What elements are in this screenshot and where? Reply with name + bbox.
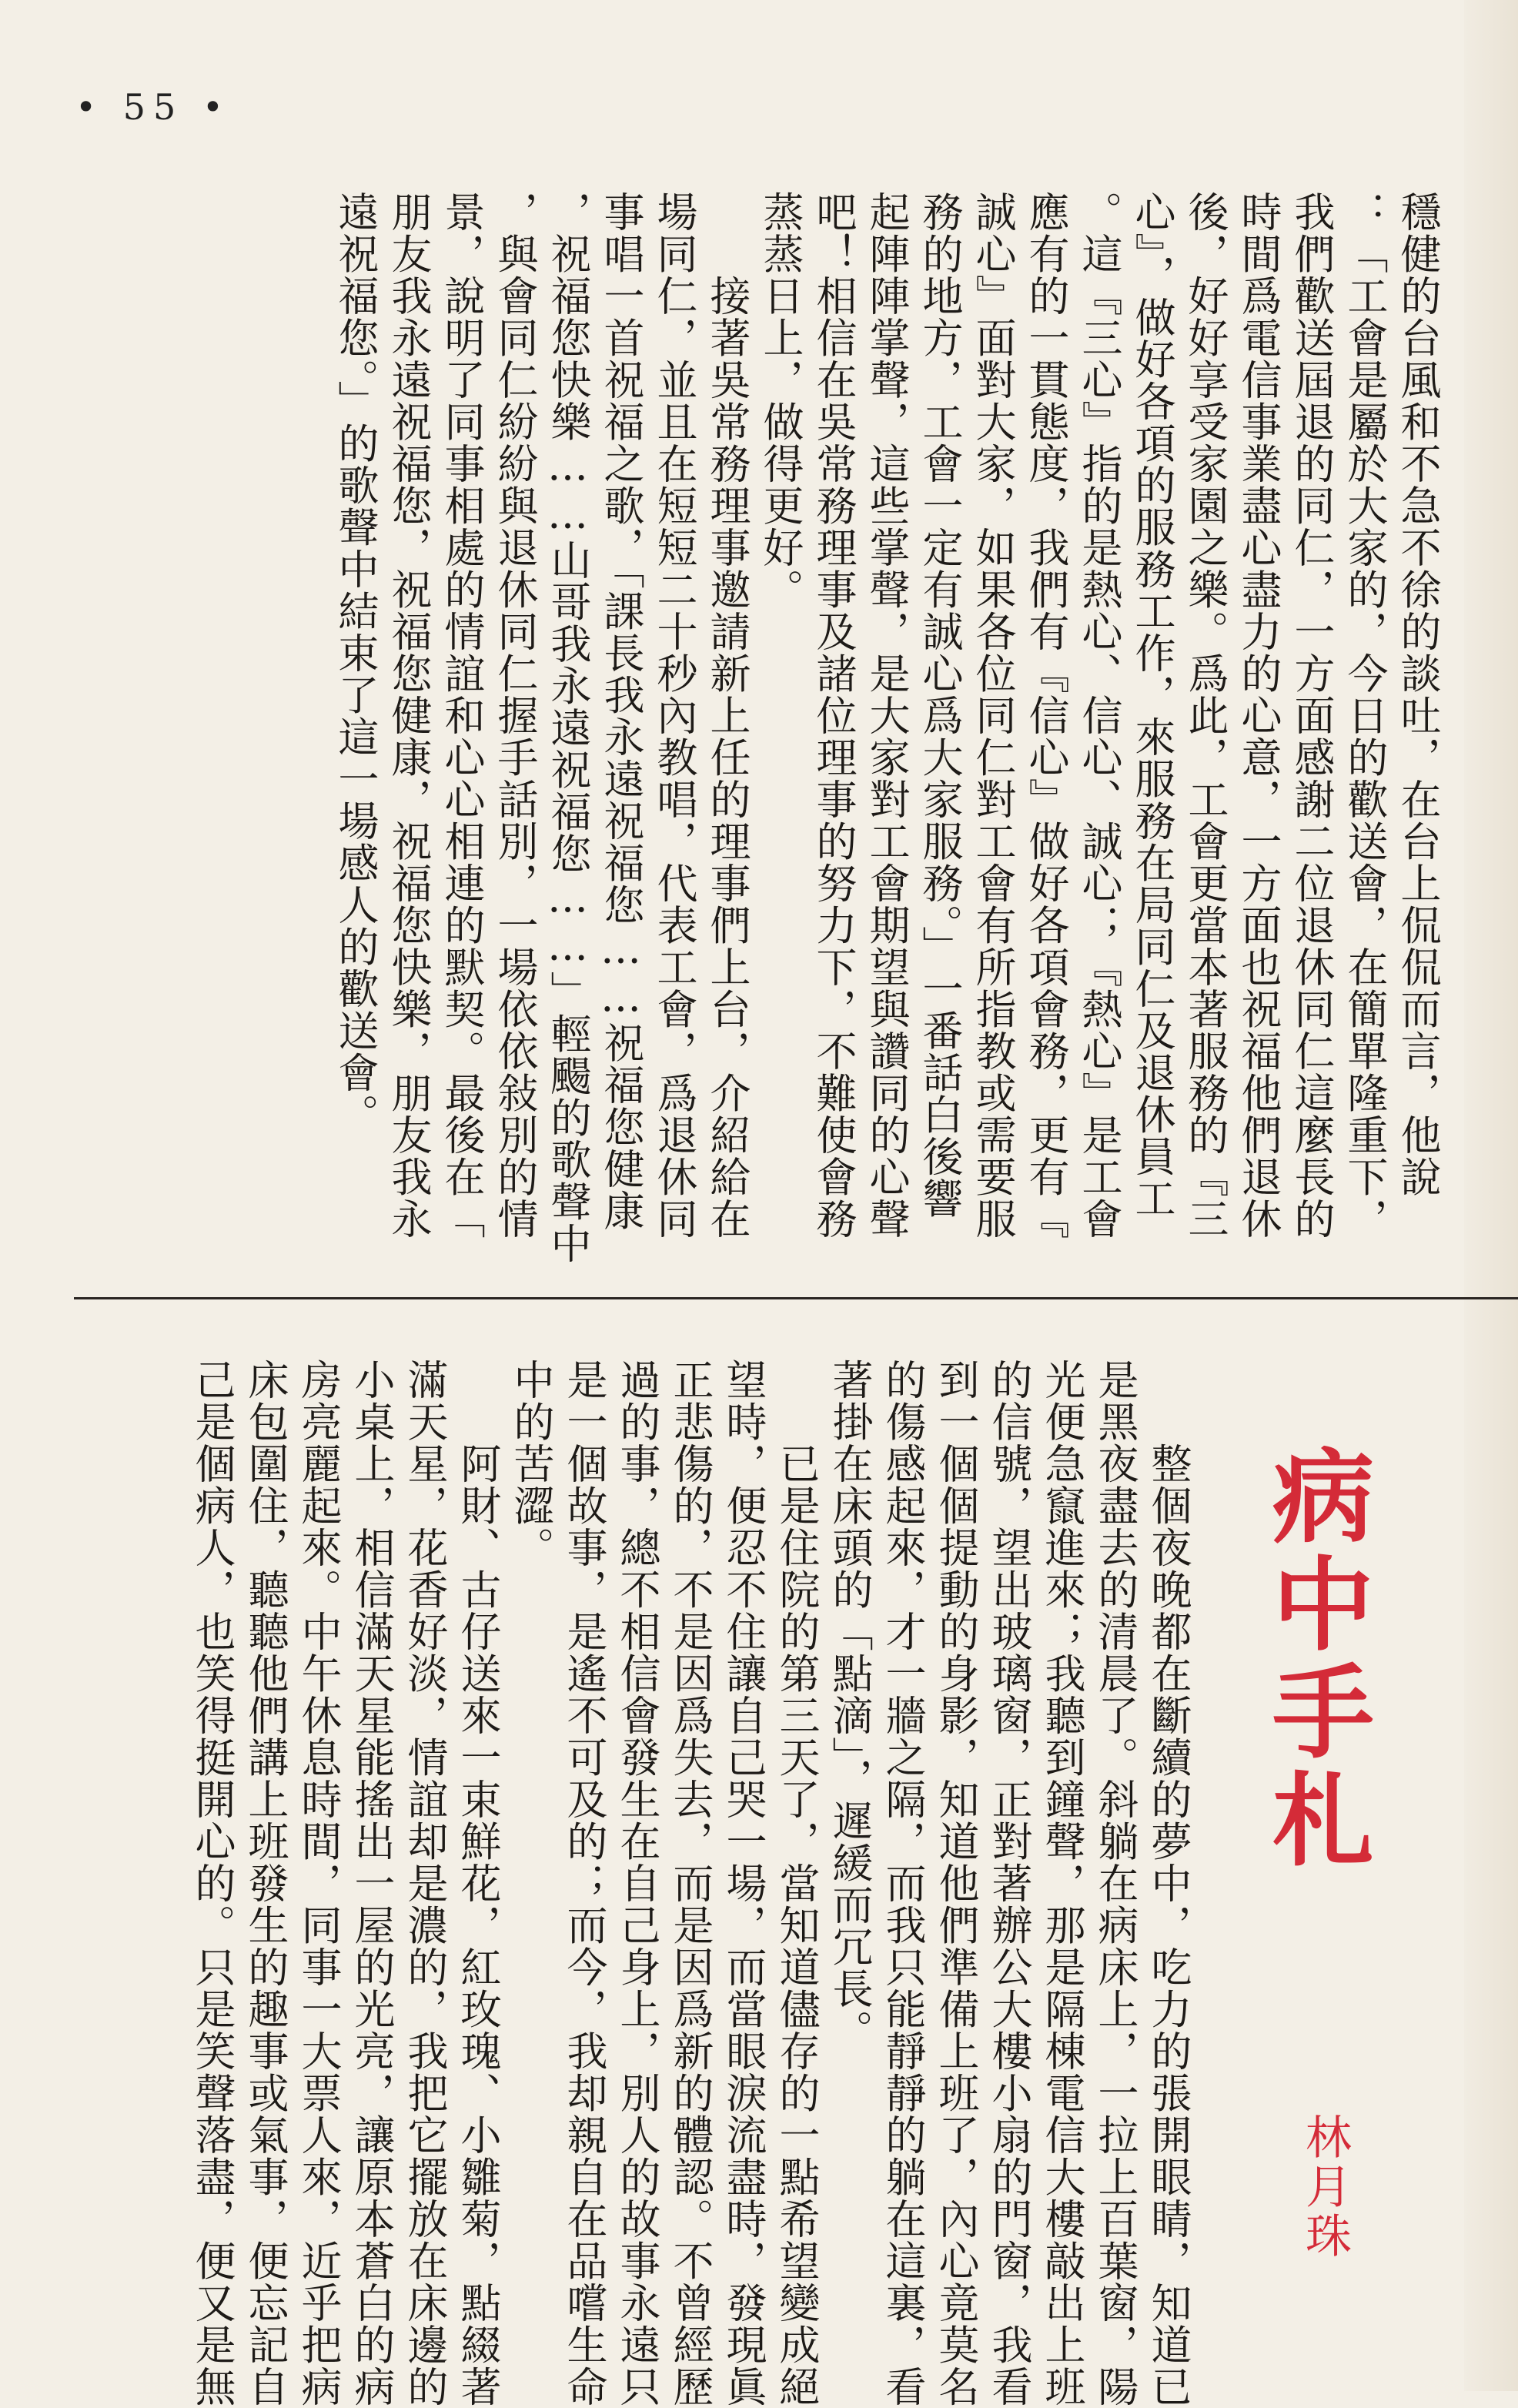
upper_article-line: 。這『三心』指的是熱心、信心、誠心；『熱心』是工會 [1075, 191, 1122, 1240]
section-divider [74, 1297, 1518, 1299]
lower_article-line: 中的苦澀。 [507, 1359, 554, 1569]
article-author: 林月珠 [1298, 2113, 1352, 2261]
lower_article-line: 著掛在床頭的「點滴」，遲緩而冗長。 [826, 1359, 873, 2052]
upper_article-line: 接著吳常務理事邀請新上任的理事們上台，介紹給在 [704, 191, 751, 1240]
lower_article-line: 整個夜晚都在斷續的夢中，吃力的張開眼睛，知道已 [1145, 1359, 1192, 2408]
upper_article-line: 我們歡送屆退的同仁，一方面感謝二位退休同仁這麼長的 [1288, 191, 1335, 1240]
lower_article-line: 阿財、古仔送來一束鮮花，紅玫瑰、小雛菊，點綴著 [454, 1359, 501, 2408]
upper_article-line: ：「工會是屬於大家的，今日的歡送會，在簡單隆重下， [1341, 191, 1388, 1240]
lower_article-line: 小桌上，相信滿天星能搖出一屋的光亮，讓原本蒼白的病 [348, 1359, 395, 2408]
upper_article-line: 誠心』面對大家，如果各位同仁對工會有所指教或需要服 [969, 191, 1016, 1240]
lower_article-line: 是一個故事，是遙不可及的；而今，我却親自在品嚐生命 [560, 1359, 607, 2408]
upper_article-line: 場同仁，並且在短短二十秒內教唱，代表工會，爲退休同 [650, 191, 697, 1240]
upper_article-line: 事唱一首祝福之歌，「課長我永遠祝福您……祝福您健康 [597, 191, 644, 1232]
lower_article-line: 望時，便忍不住讓自己哭一場，而當眼淚流盡時，發現眞 [720, 1359, 767, 2408]
lower_article-line: 是黑夜盡去的清晨了。斜躺在病床上，一拉上百葉窗，陽 [1092, 1359, 1138, 2408]
upper_article-line: 應有的一貫態度，我們有『信心』做好各項會務，更有『 [1022, 191, 1069, 1240]
lower_article-line: 過的事，總不相信會發生在自己身上，別人的故事永遠只 [614, 1359, 660, 2408]
lower_article-line: 到一個個提動的身影，知道他們準備上班了，內心竟莫名 [932, 1359, 979, 2408]
lower-article-text [186, 1359, 1195, 2408]
page-edge [1464, 0, 1518, 2391]
upper_article-line: 後，好好享受家園之樂。爲此，工會更當本著服務的『三 [1182, 191, 1229, 1240]
lower_article-line: 的傷感起來，才一牆之隔，而我只能靜靜的躺在這裏，看 [879, 1359, 926, 2408]
upper_article-line: ，與會同仁紛紛與退休同仁握手話別，一場依依敍別的情 [491, 191, 538, 1240]
upper-article-text [329, 191, 1444, 1284]
upper_article-line: 時間爲電信事業盡心盡力的心意，一方面也祝福他們退休 [1235, 191, 1282, 1240]
lower_article-line: 正悲傷的，不是因爲失去，而是因爲新的體認。不曾經歷 [667, 1359, 714, 2408]
upper_article-line: 遠祝福您。」的歌聲中結束了這一場感人的歡送會。 [332, 191, 379, 1135]
lower_article-line: 床包圍住，聽聽他們講上班發生的趣事或氣事，便忘記自 [242, 1359, 289, 2408]
lower_article-line: 己是個病人，也笑得挺開心的。只是笑聲落盡，便又是無 [189, 1359, 236, 2408]
upper_article-line: 起陣陣掌聲，這些掌聲，是大家對工會期望與讚同的心聲 [863, 191, 910, 1240]
upper_article-line: 蒸蒸日上，做得更好。 [757, 191, 804, 610]
upper_article-line: 景，說明了同事相處的情誼和心心相連的默契。最後在「 [438, 191, 485, 1240]
upper_article-line: 吧！相信在吳常務理事及諸位理事的努力下，不難使會務 [810, 191, 857, 1240]
lower_article-line: 的信號，望出玻璃窗，正對著辦公大樓小扇的門窗，我看 [985, 1359, 1032, 2408]
article-title: 病中手札 [1255, 1443, 1373, 1875]
upper_article-line: 朋友我永遠祝福您，祝福您健康，祝福您快樂，朋友我永 [385, 191, 432, 1240]
lower_article-line: 光便急竄進來；我聽到鐘聲，那是隔棟電信大樓敲出上班 [1038, 1359, 1085, 2408]
upper_article-line: ，祝福您快樂……山哥我永遠祝福您……」輕颺的歌聲中 [544, 191, 591, 1265]
lower_article-line: 房亮麗起來。中午休息時間，同事一大票人來，近乎把病 [295, 1359, 342, 2408]
upper_article-line: 務的地方，工會一定有誠心爲大家服務。」一番話白後響 [916, 191, 963, 1219]
upper_article-line: 穩健的台風和不急不徐的談吐，在台上侃侃而言，他說 [1394, 191, 1441, 1198]
lower_article-line: 已是住院的第三天了，當知道儘存的一點希望變成絕 [773, 1359, 820, 2408]
page-number: • 55 • [75, 86, 232, 128]
upper_article-line: 心』，做好各項的服務工作，來服務在局同仁及退休員工 [1128, 191, 1175, 1219]
lower_article-line: 滿天星，花香好淡，情誼却是濃的，我把它擺放在床邊的 [401, 1359, 448, 2408]
